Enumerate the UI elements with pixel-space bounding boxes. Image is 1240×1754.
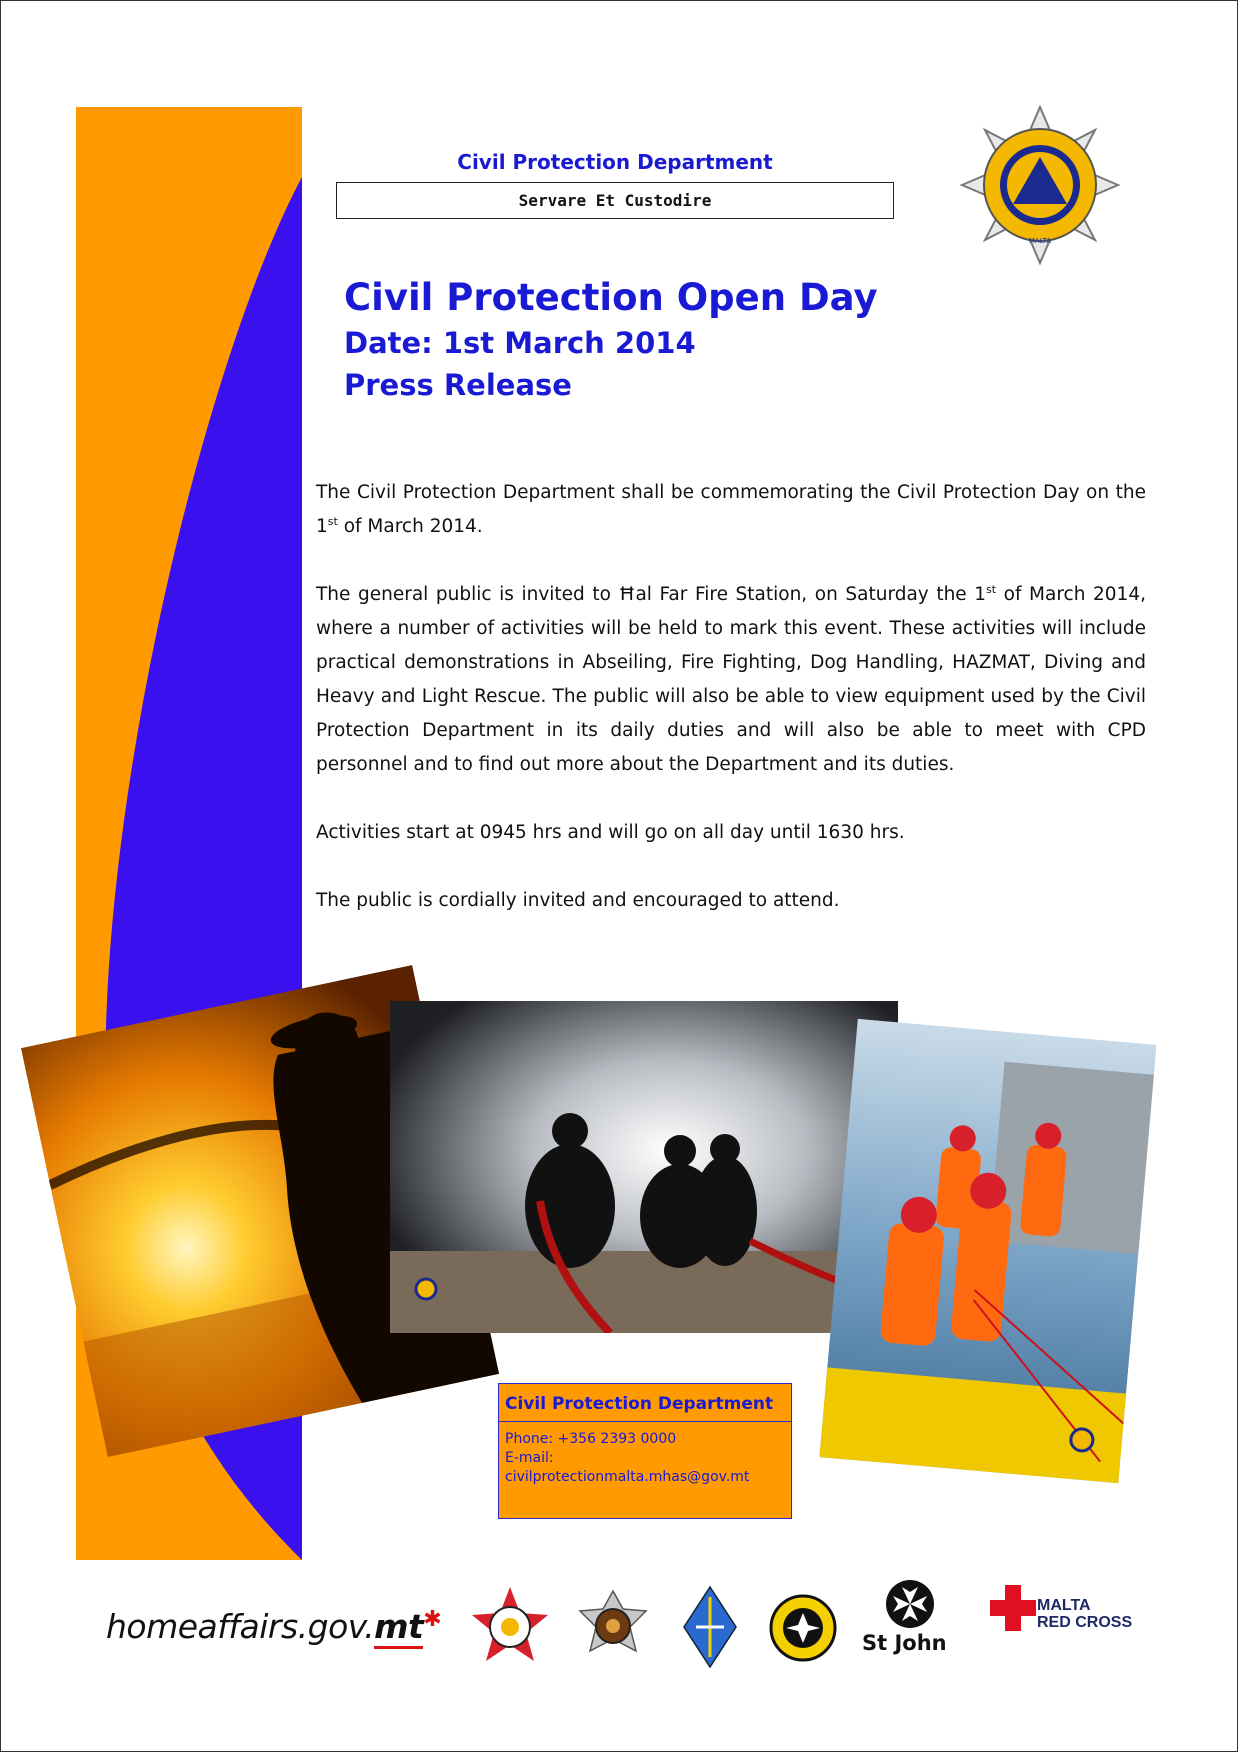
contact-email-label: E-mail:	[505, 1450, 554, 1466]
photo-rescue-team	[819, 1019, 1156, 1483]
contact-card	[498, 1383, 792, 1519]
event-date: Date: 1st March 2014	[344, 326, 696, 360]
rescue-corps-badge-icon	[768, 1593, 838, 1663]
contact-email[interactable]: civilprotectionmalta.mhas@gov.mt	[505, 1469, 750, 1485]
contact-phone: Phone: +356 2393 0000	[505, 1431, 677, 1447]
paragraph-3: Activities start at 0945 hrs and will go on all day until 1630 hrs.	[316, 822, 905, 843]
photo-firefighters-water-spray	[390, 1001, 898, 1333]
paragraph-2: The general public is invited to Ħal Far Fire Station, on Saturday the 1st of March 2014, where a number of activities will be held to mark this event. These activities will include practical demonstrations in Abseiling, Fire Fighting, Dog Handling, HAZMAT, Diving and Heavy and Light Rescue. The public will also be able to view equipment used by the Civil Protection Department in its daily duties and will also be able to meet with CPD personnel and to find out more about the Department and its duties.	[316, 582, 1146, 775]
homeaffairs-logo[interactable]: homeaffairs.gov.mt✱	[106, 1607, 441, 1646]
organization-header: Civil Protection Department	[457, 150, 773, 174]
st-john-label: St John	[862, 1631, 947, 1655]
page-title: Civil Protection Open Day	[344, 276, 878, 319]
release-type: Press Release	[344, 368, 572, 402]
maltese-cross-icon: ✱	[423, 1607, 442, 1632]
paragraph-4: The public is cordially invited and encouraged to attend.	[316, 890, 840, 911]
naval-badge-icon	[682, 1585, 738, 1669]
paragraph-1: The Civil Protection Department shall be commemorating the Civil Protection Day on the 1st of March 2014.	[316, 482, 1146, 537]
partner-logos-footer	[0, 1555, 1240, 1665]
civil-protection-emblem-icon	[960, 105, 1120, 265]
press-release-body	[316, 476, 1146, 952]
st-john-cross-icon	[885, 1579, 935, 1629]
contact-title: Civil Protection Department	[499, 1384, 791, 1422]
title-block	[344, 274, 878, 406]
civil-defence-badge-icon	[470, 1585, 550, 1665]
red-cross-label: MALTA RED CROSS	[1037, 1597, 1133, 1631]
motto: Servare Et Custodire	[336, 182, 894, 219]
fire-brigade-badge-icon	[578, 1589, 648, 1663]
logo-country: MALTA	[1028, 237, 1052, 245]
contact-details	[499, 1422, 791, 1487]
red-cross-icon	[990, 1585, 1036, 1631]
